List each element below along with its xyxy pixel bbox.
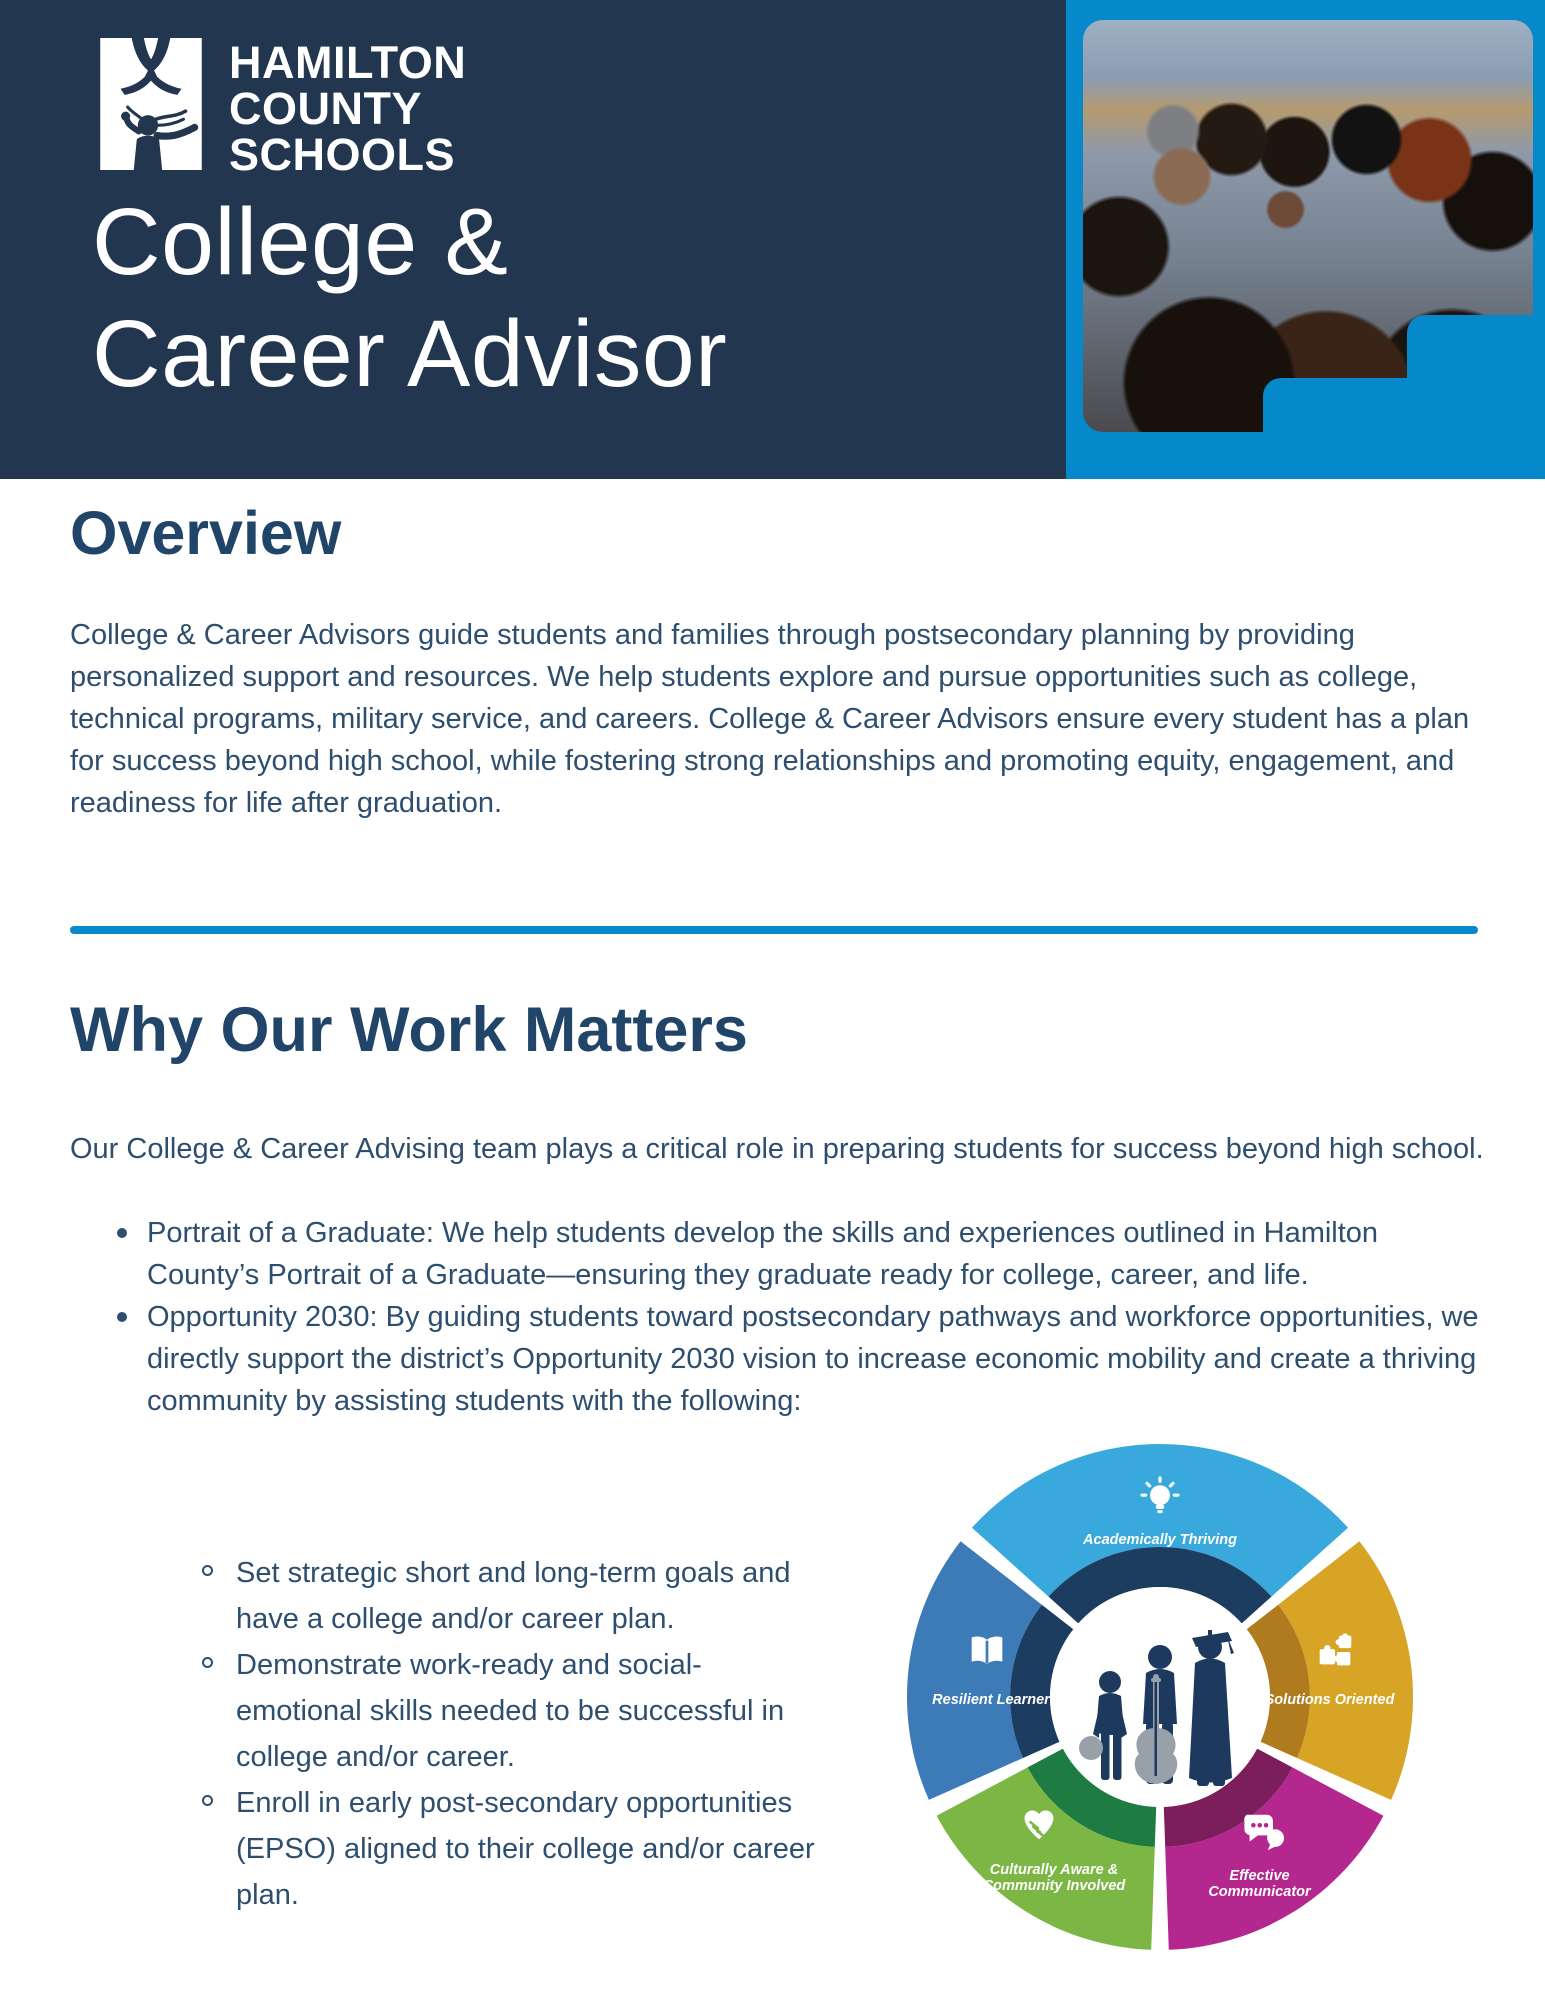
- page-title-line: Career Advisor: [92, 301, 728, 407]
- segment-label: Academically Thriving: [1083, 1532, 1237, 1548]
- bullet-text: Enroll in early post-secondary opportunities (EPSO) aligned to their college and/or career plan.: [236, 1787, 815, 1911]
- page-title-line: College &: [92, 189, 509, 295]
- bullet-ring: [202, 1657, 213, 1668]
- opportunity-sub-list: [200, 1550, 820, 1918]
- bullet-ring: [202, 1565, 213, 1576]
- list-item: [115, 1212, 1485, 1296]
- page-title: [92, 186, 727, 410]
- section-divider: [70, 926, 1478, 934]
- puzzle-icon: [1312, 1628, 1358, 1674]
- logo-line: COUNTY: [229, 83, 422, 134]
- overview-heading: Overview: [70, 499, 342, 567]
- hands-heart-icon: [1016, 1800, 1062, 1846]
- bullet-text: Demonstrate work-ready and social-emotional skills needed to be successful in college and/or career.: [236, 1649, 785, 1773]
- bullet-dot: [117, 1228, 127, 1238]
- segment-label: Culturally Aware & Community Involved: [982, 1862, 1126, 1894]
- header-blue-panel: [1066, 0, 1545, 479]
- segment-label: Resilient Learner: [932, 1692, 1050, 1708]
- portrait-of-a-graduate-graphic: [905, 1442, 1415, 1952]
- list-item: [200, 1550, 820, 1642]
- overview-paragraph: College & Career Advisors guide students and families through postsecondary planning by providing personalized support and resources. We help students explore and pursue opportunities such as college, technical programs, military service, and careers. College & Career Advisors ensure every student has a plan for success beyond high school, while fostering strong relationships and promoting equity, engagement, and readiness for life after graduation.: [70, 619, 1470, 819]
- list-item: [115, 1296, 1485, 1422]
- list-item: [200, 1780, 820, 1918]
- bullet-text: Portrait of a Graduate: We help students develop the skills and experiences outlined in Hamilton County’s Portrait of a Graduate—ensuring they graduate ready for college, career, and life.: [147, 1217, 1379, 1291]
- open-book-icon: [964, 1628, 1010, 1674]
- why-bullet-list: [115, 1212, 1485, 1422]
- bullet-text: Opportunity 2030: By guiding students toward postsecondary pathways and workforce opportunities, we directly support the district’s Opportunity 2030 vision to increase economic mobility and create a thriving community by assisting students with the following:: [147, 1301, 1479, 1417]
- logo-line: HAMILTON: [229, 37, 467, 88]
- district-logo: [95, 38, 466, 178]
- district-logo-text: [229, 37, 467, 180]
- why-intro-paragraph: Our College & Career Advising team plays a critical role in preparing students for success beyond high school.: [70, 1133, 1484, 1165]
- segment-label: Effective Communicator: [1208, 1868, 1311, 1900]
- photo-corner-step: [1407, 315, 1533, 432]
- why-heading: Why Our Work Matters: [70, 995, 748, 1065]
- chat-bubbles-icon: [1240, 1808, 1286, 1854]
- header-banner: [0, 0, 1545, 479]
- students-group-photo: [1083, 20, 1533, 432]
- bullet-dot: [117, 1312, 127, 1322]
- logo-line: SCHOOLS: [229, 129, 456, 180]
- lightbulb-icon: [1137, 1476, 1183, 1522]
- bullet-ring: [202, 1795, 213, 1806]
- bullet-text: Set strategic short and long-term goals and have a college and/or career plan.: [236, 1557, 791, 1635]
- list-item: [200, 1642, 820, 1780]
- segment-label: Solutions Oriented: [1264, 1692, 1395, 1708]
- hamilton-county-schools-logo-icon: [95, 38, 207, 170]
